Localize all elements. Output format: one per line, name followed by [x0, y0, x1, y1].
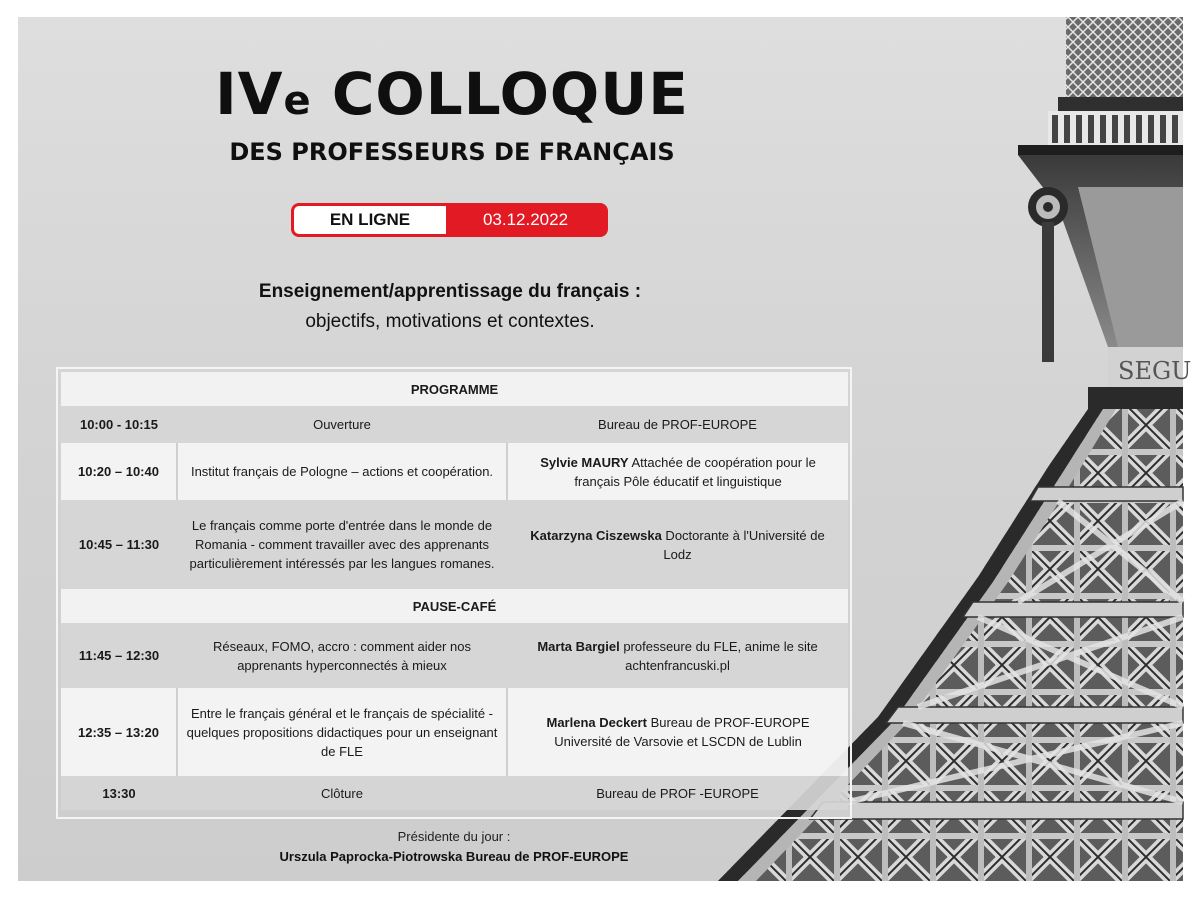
table-row	[61, 623, 848, 688]
break-heading-row	[61, 589, 848, 623]
table-row	[61, 443, 848, 500]
break-heading: PAUSE-CAFÉ	[61, 589, 848, 623]
session-talk: Le français comme porte d'entrée dans le monde de Romania - comment travailler avec des apprenants particulièrement intéressés par les langues romanes.	[177, 500, 507, 589]
chair-label: Présidente du jour :	[397, 829, 511, 844]
session-time: 10:45 – 11:30	[61, 500, 177, 589]
table-row	[61, 688, 848, 776]
session-speaker: Bureau de PROF-EUROPE	[507, 406, 848, 443]
session-speaker: Sylvie MAURY Attachée de coopération pour le français Pôle éducatif et linguistique	[507, 443, 848, 500]
session-talk: Réseaux, FOMO, accro : comment aider nos apprenants hyperconnectés à mieux	[177, 623, 507, 688]
session-talk: Institut français de Pologne – actions et coopération.	[177, 443, 507, 500]
session-time: 10:20 – 10:40	[61, 443, 177, 500]
session-speaker: Marta Bargiel professeure du FLE, anime le site achtenfrancuski.pl	[507, 623, 848, 688]
table-row	[61, 500, 848, 589]
session-time: 12:35 – 13:20	[61, 688, 177, 776]
table-row	[61, 406, 848, 443]
session-time: 10:00 - 10:15	[61, 406, 177, 443]
session-speaker: Katarzyna Ciszewska Doctorante à l'Université de Lodz	[507, 500, 848, 589]
theme-subtitle: objectifs, motivations et contextes.	[305, 311, 595, 332]
session-time: 11:45 – 12:30	[61, 623, 177, 688]
poster	[18, 17, 1192, 881]
chair-name: Urszula Paprocka-Piotrowska Bureau de PROF-EUROPE	[279, 849, 629, 864]
session-talk: Ouverture	[177, 406, 507, 443]
programme-heading: PROGRAMME	[61, 372, 848, 406]
session-speaker: Bureau de PROF -EUROPE	[507, 776, 848, 810]
event-date: 03.12.2022	[446, 206, 605, 234]
session-talk: Entre le français général et le français de spécialité - quelques propositions didactiques pour un enseignant de FLE	[177, 688, 507, 776]
colloque-title: IVe COLLOQUE	[215, 60, 689, 128]
theme-title: Enseignement/apprentissage du français :	[258, 281, 642, 302]
sign-text: SEGU	[1118, 357, 1192, 385]
colloque-subtitle: DES PROFESSEURS DE FRANÇAIS	[229, 138, 675, 166]
session-speaker: Marlena Deckert Bureau de PROF-EUROPE Université de Varsovie et LSCDN de Lublin	[507, 688, 848, 776]
session-talk: Clôture	[177, 776, 507, 810]
programme-table	[56, 367, 852, 819]
session-time: 13:30	[61, 776, 177, 810]
programme-heading-row	[61, 372, 848, 406]
event-badge	[291, 203, 608, 237]
table-row	[61, 776, 848, 810]
event-mode: EN LIGNE	[329, 210, 411, 229]
